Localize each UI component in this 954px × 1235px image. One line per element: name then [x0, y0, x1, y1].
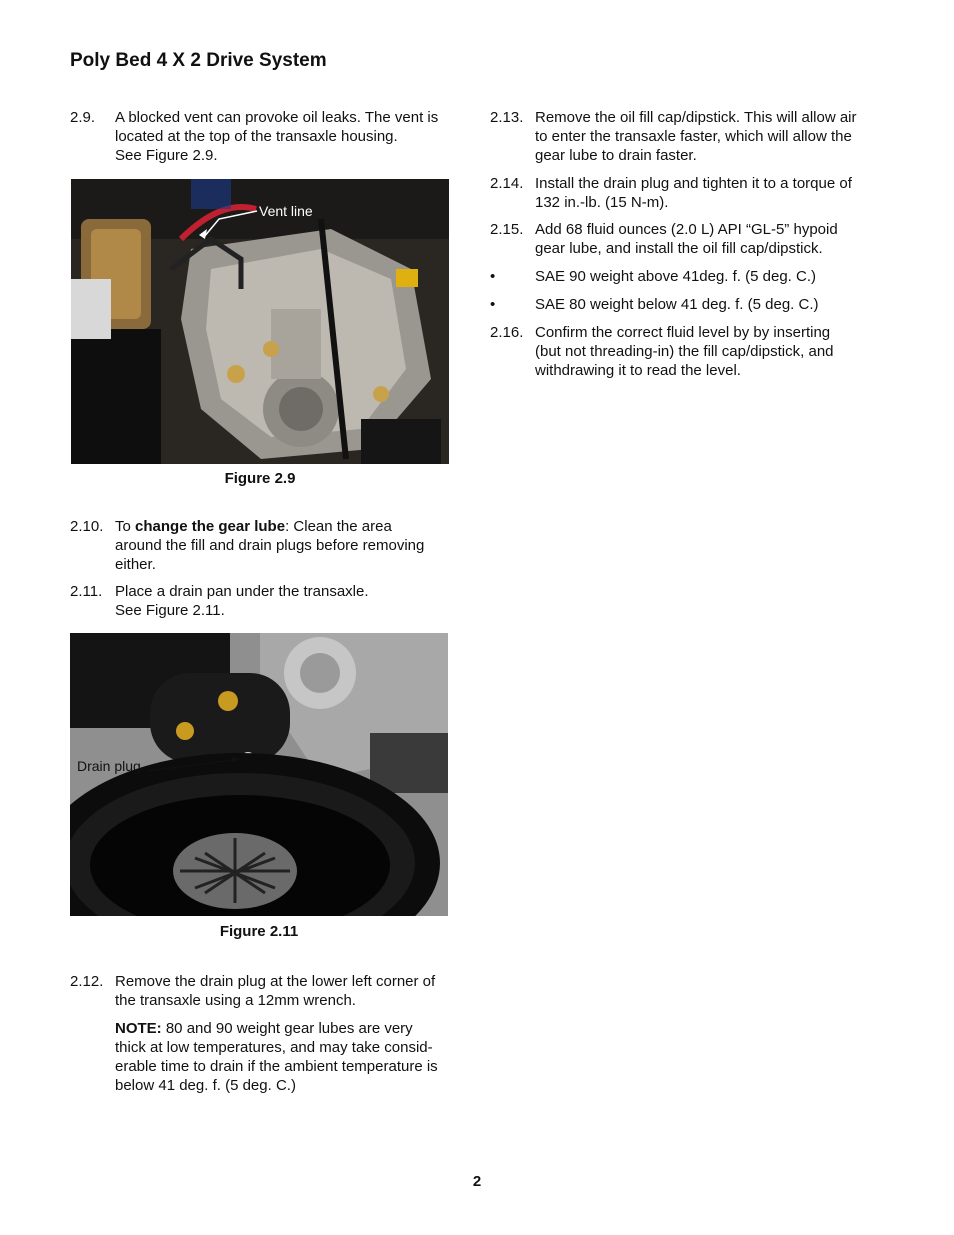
- step-text: to enter the transaxle faster, which will allow the: [535, 128, 852, 145]
- note-text: thick at low temperatures, and may take consid-: [115, 1039, 433, 1056]
- bullet-sae-80: [490, 295, 870, 315]
- step-number: 2.15.: [490, 221, 524, 238]
- step-text: Confirm the correct fluid level by by inserting: [535, 324, 831, 341]
- step-text: To: [115, 518, 136, 535]
- step-text: Remove the drain plug at the lower left corner of: [115, 973, 436, 990]
- note-block: [115, 1019, 455, 1099]
- step-number: 2.12.: [70, 973, 104, 990]
- step-text: A blocked vent can provoke oil leaks. The vent is: [115, 109, 439, 126]
- step-number: 2.9.: [70, 109, 96, 126]
- step-number: 2.11.: [70, 583, 103, 600]
- figure-caption: Figure 2.11: [219, 923, 299, 940]
- step-2-10: [70, 517, 450, 577]
- step-text: either.: [115, 556, 156, 573]
- bullet-icon: •: [490, 268, 496, 285]
- step-text: gear lube to drain faster.: [535, 147, 697, 164]
- drain-pan-photo-illustration: [70, 633, 448, 916]
- note-text: 80 and 90 weight gear lubes are very: [161, 1020, 413, 1037]
- step-number: 2.13.: [490, 109, 524, 126]
- step-emphasis: change the gear lube: [135, 518, 286, 535]
- bullet-text: SAE 80 weight below 41 deg. f. (5 deg. C.): [535, 296, 819, 313]
- step-text: 132 in.-lb. (15 N-m).: [535, 194, 669, 211]
- drain-plug-callout: Drain plug: [77, 758, 141, 774]
- bullet-sae-90: [490, 267, 870, 287]
- step-text: See Figure 2.9.: [115, 147, 218, 164]
- vent-line-callout: Vent line: [259, 203, 313, 219]
- step-2-14: [490, 174, 870, 214]
- note-text: below 41 deg. f. (5 deg. C.): [115, 1077, 296, 1094]
- note-label: NOTE:: [115, 1020, 162, 1037]
- step-number: 2.16.: [490, 324, 524, 341]
- figure-2-9-photo: [71, 179, 449, 464]
- step-number: 2.14.: [490, 175, 524, 192]
- figure-2-11-photo: [70, 633, 448, 916]
- figure-caption: Figure 2.9: [224, 470, 296, 487]
- step-number: 2.10.: [70, 518, 104, 535]
- step-text: Remove the oil fill cap/dipstick. This will allow air: [535, 109, 857, 126]
- step-text: gear lube, and install the oil fill cap/dipstick.: [535, 240, 823, 257]
- step-2-11: [70, 582, 450, 622]
- step-2-9: [70, 108, 450, 168]
- step-text: See Figure 2.11.: [115, 602, 225, 619]
- page-number: 2: [472, 1173, 482, 1190]
- page-title: Poly Bed 4 X 2 Drive System: [70, 50, 327, 71]
- step-2-12: [70, 972, 450, 1012]
- step-text: Install the drain plug and tighten it to a torque of: [535, 175, 852, 192]
- step-text: Add 68 fluid ounces (2.0 L) API “GL-5” hypoid: [535, 221, 838, 238]
- step-text: located at the top of the transaxle housing.: [115, 128, 398, 145]
- bullet-icon: •: [490, 296, 496, 313]
- step-text: the transaxle using a 12mm wrench.: [115, 992, 356, 1009]
- step-2-13: [490, 108, 870, 168]
- transaxle-photo-illustration: [71, 179, 449, 464]
- step-text: around the fill and drain plugs before removing: [115, 537, 425, 554]
- step-2-16: [490, 323, 870, 383]
- step-text: : Clean the area: [285, 518, 392, 535]
- step-text: Place a drain pan under the transaxle.: [115, 583, 369, 600]
- step-text: (but not threading-in) the fill cap/dipstick, and: [535, 343, 834, 360]
- step-2-15: [490, 220, 870, 260]
- step-text: withdrawing it to read the level.: [535, 362, 741, 379]
- bullet-text: SAE 90 weight above 41deg. f. (5 deg. C.): [535, 268, 817, 285]
- note-text: erable time to drain if the ambient temperature is: [115, 1058, 438, 1075]
